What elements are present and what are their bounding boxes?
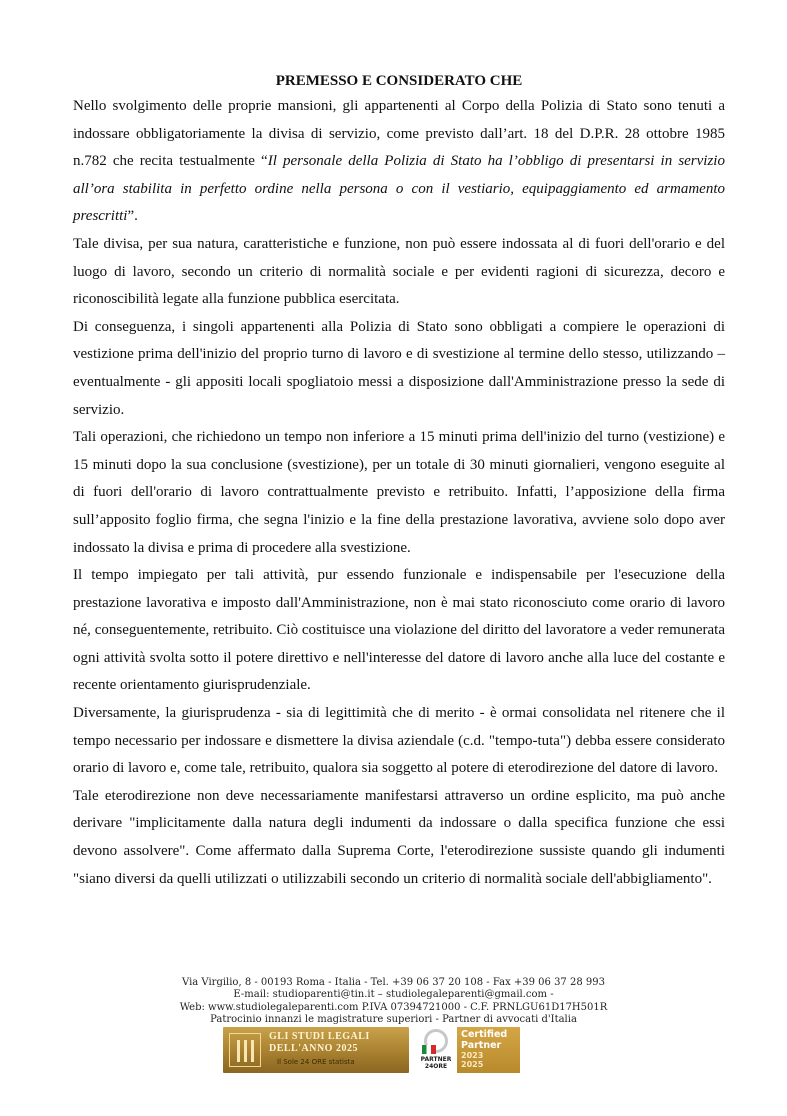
document-body <box>73 71 725 893</box>
paragraph-4: Tali operazioni, che richiedono un tempo non inferiore a 15 minuti prima dell'inizio del turno (vestizione) e 15 minuti dopo la sua conclusione (svestizione), per un totale di 30 minuti giornalieri, vengono eseguite al di fuori dell'orario di lavoro contrattualmente previsto e retribuito. Infatti, l’apposizione della firma sull’apposito foglio firma, che segna l'inizio e la fine della prestazione lavorativa, avviene solo dopo aver indossato la divisa e prima di procedere alla svestizione. <box>73 429 725 556</box>
certified-partner-badge <box>457 1027 520 1073</box>
paragraph-2: Tale divisa, per sua natura, caratteristiche e funzione, non può essere indossata al di fuori dell'orario e del luogo di lavoro, secondo un criterio di normalità sociale e per evidenti ragioni di sicurezza, decoro e riconoscibilità legate alla funzione pubblica esercitata. <box>73 235 725 308</box>
partner-label: PARTNER <box>420 1056 452 1063</box>
letterhead-footer <box>0 977 787 1027</box>
studi-badge-line1: GLI STUDI LEGALI <box>269 1031 370 1042</box>
footer-web: Web: www.studiolegaleparenti.com P.IVA 07394721000 - C.F. PRNLGU61D17H501R <box>179 1001 608 1013</box>
document-title: PREMESSO E CONSIDERATO CHE <box>275 73 523 89</box>
partner-sub: 24ORE <box>424 1063 448 1070</box>
paragraph-5: Il tempo impiegato per tali attività, pur essendo funzionale e indispensabile per l'esecuzione della prestazione lavorativa e imposto dall'Amministrazione, non è mai stato riconosciuto come orario di lavoro né, conseguentemente, retribuito. Ciò costituisce una violazione del diritto del lavoratore a veder remunerata ogni attività svolta sotto il potere direttivo e nell'interesse del datore di lavoro anche alla luce del costante e recente orientamento giurisprudenziale. <box>73 567 725 694</box>
partner-24ore-badge <box>416 1027 456 1073</box>
footer-address: Via Virgilio, 8 - 00193 Roma - Italia - Tel. +39 06 37 20 108 - Fax +39 06 37 28 993 <box>182 977 605 988</box>
paragraph-3: Di conseguenza, i singoli appartenenti alla Polizia di Stato sono obbligati a compiere le operazioni di vestizione prima dell'inizio del proprio turno di lavoro e di svestizione al termine dello stesso, utilizzando – eventualmente - gli appositi locali spogliatoio messi a disposizione dall'Amministrazione presso la sede di servizio. <box>73 318 725 418</box>
paragraph-1-quote: Il personale della Polizia di Stato ha l’obbligo di presentarsi in servizio all’ora stabilita in perfetto ordine nella persona o con il vestiario, equipaggiamento ed armamento prescritti <box>73 153 725 225</box>
cert-line2: Partner <box>461 1040 502 1051</box>
cert-line1: Certified <box>461 1029 508 1040</box>
award-badges <box>223 1027 520 1073</box>
paragraph-1 <box>73 93 725 231</box>
footer-email: E-mail: studioparenti@tin.it – studiolegaleparenti@gmail.com - <box>233 989 554 1001</box>
studi-legali-badge <box>223 1027 409 1073</box>
paragraph-6: Diversamente, la giurisprudenza - sia di legittimità che di merito - è ormai consolidata nel ritenere che il tempo necessario per indossare e dismettere la divisa aziendale (c.d. "tempo-tuta") debba essere considerato orario di lavoro e, come tale, retribuito, qualora sia soggetto al potere di eterodirezione del datore di lavoro. <box>73 705 725 777</box>
paragraph-1-text: Nello svolgimento delle proprie mansioni, gli appartenenti al Corpo della Polizia di Stato sono tenuti a indossare obbligatoriamente la divisa di servizio, come previsto dall’art. 18 del D.P.R. 28 ottobre 1985 n.782 che recita testualmente “ <box>73 98 725 170</box>
cert-year2: 2025 <box>461 1060 484 1069</box>
paragraph-7: Tale eterodirezione non deve necessariamente manifestarsi attraverso un ordine esplicito, ma può anche derivare "implicitamente dalla natura degli indumenti da indossare o dalla specifica funzione che essi devono assolvere". Come affermato dalla Suprema Corte, l'eterodirezione sussiste quando gli indumenti "siano diversi da quelli utilizzati o utilizzabili secondo un criterio di normalità sociale dell'abbigliamento". <box>73 787 725 887</box>
footer-patrocinio: Patrocinio innanzi le magistrature superiori - Partner di avvocati d'Italia <box>210 1014 577 1026</box>
studi-badge-line2: DELL'ANNO 2025 <box>269 1043 358 1054</box>
cert-year1: 2023 <box>461 1051 484 1060</box>
studi-badge-line3: Il Sole 24 ORE statista <box>277 1058 355 1066</box>
paragraph-1-end: ”. <box>127 208 138 225</box>
columns-logo-icon <box>229 1033 261 1067</box>
italian-flag-icon <box>422 1045 436 1054</box>
